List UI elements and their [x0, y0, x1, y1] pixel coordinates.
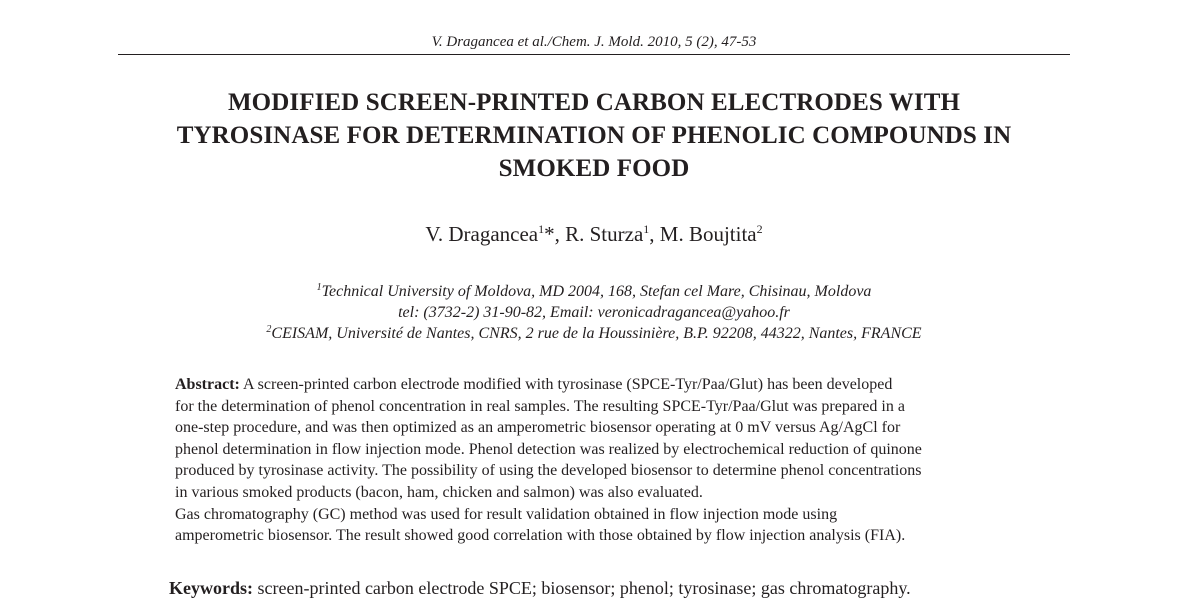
affiliation-mark: 1 — [316, 282, 322, 293]
abstract-line: phenol determination in flow injection mode. Phenol detection was realized by electrochemical reduction of quinone — [175, 440, 922, 458]
keywords — [169, 576, 1069, 600]
author-separator: , — [649, 222, 660, 246]
abstract — [175, 374, 1025, 547]
abstract-label: Abstract: — [175, 376, 240, 393]
affiliation-1 — [150, 281, 1038, 302]
keywords-label: Keywords: — [169, 578, 253, 598]
author-separator: *, — [544, 222, 566, 246]
abstract-line: one-step procedure, and was then optimized as an amperometric biosensor operating at 0 mV versus Ag/AgCl for — [175, 419, 901, 437]
affiliation-2 — [150, 323, 1038, 344]
abstract-line: amperometric biosensor. The result showed good correlation with those obtained by flow injection analysis (FIA). — [175, 527, 906, 545]
title-line: TYROSINASE FOR DETERMINATION OF PHENOLIC COMPOUNDS IN — [176, 122, 1012, 149]
contact-info: tel: (3732-2) 31-90-82, Email: veronicadragancea@yahoo.fr — [398, 304, 790, 321]
author-name: M. Boujtita — [659, 222, 757, 246]
affiliations — [150, 281, 1038, 344]
author-affiliation-mark: 1 — [538, 222, 545, 236]
abstract-line: for the determination of phenol concentration in real samples. The resulting SPCE-Tyr/Paa/Glut was prepared in a — [175, 397, 905, 415]
title-line: SMOKED FOOD — [498, 155, 690, 182]
author-name: R. Sturza — [565, 222, 644, 246]
paper-title — [100, 86, 1088, 185]
running-header: V. Dragancea et al./Chem. J. Mold. 2010, 5 (2), 47-53 — [431, 34, 757, 50]
header-rule — [118, 54, 1070, 55]
affiliation-text: CEISAM, Université de Nantes, CNRS, 2 rue de la Houssinière, B.P. 92208, 44322, Nantes, FRANCE — [271, 325, 922, 342]
abstract-line: Gas chromatography (GC) method was used for result validation obtained in flow injection mode using — [175, 505, 838, 523]
author-affiliation-mark: 1 — [643, 222, 650, 236]
affiliation-mark: 2 — [266, 324, 272, 335]
abstract-line: in various smoked products (bacon, ham, chicken and salmon) was also evaluated. — [175, 483, 703, 501]
author-affiliation-mark: 2 — [756, 222, 763, 236]
author-name: V. Dragancea — [425, 222, 539, 246]
abstract-line: produced by tyrosinase activity. The possibility of using the developed biosensor to determine phenol concentrations — [175, 462, 922, 480]
author-list — [200, 220, 988, 248]
affiliation-text: Technical University of Moldova, MD 2004, 168, Stefan cel Mare, Chisinau, Moldova — [321, 283, 872, 300]
title-line: MODIFIED SCREEN-PRINTED CARBON ELECTRODES WITH — [227, 89, 961, 116]
abstract-text: A screen-printed carbon electrode modified with tyrosinase (SPCE-Tyr/Paa/Glut) has been developed — [239, 376, 893, 393]
keywords-text: screen-printed carbon electrode SPCE; biosensor; phenol; tyrosinase; gas chromatography. — [253, 578, 911, 598]
abstract-line — [175, 374, 1025, 396]
